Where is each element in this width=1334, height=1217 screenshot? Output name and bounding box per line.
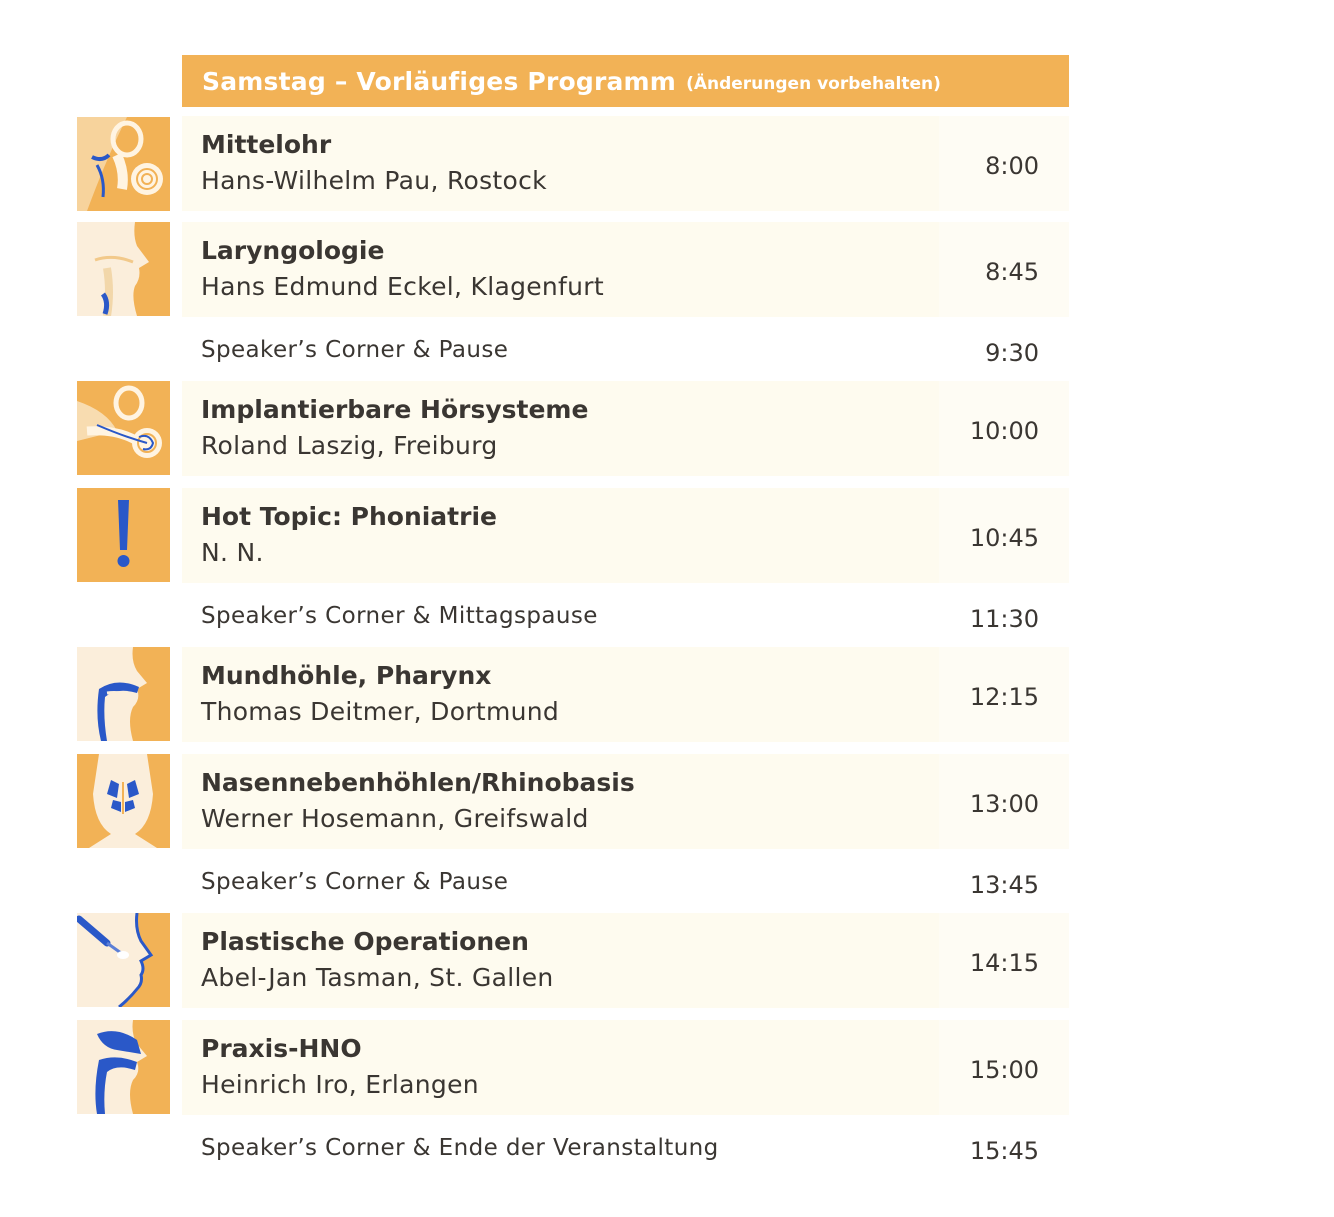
session-time: 15:00 [969, 1056, 1039, 1084]
session-title: Nasennebenhöhlen/Rhinobasis [201, 768, 635, 797]
program-title: Samstag – Vorläufiges Programm [202, 66, 677, 96]
session-row [182, 754, 1069, 849]
session-time: 14:15 [969, 949, 1039, 977]
ear-implant-icon [77, 381, 170, 475]
session-speaker: Roland Laszig, Freiburg [201, 431, 498, 460]
session-speaker: Abel-Jan Tasman, St. Gallen [201, 963, 554, 992]
session-speaker: Werner Hosemann, Greifswald [201, 804, 589, 833]
session-speaker: Thomas Deitmer, Dortmund [201, 697, 560, 726]
session-speaker: Hans-Wilhelm Pau, Rostock [201, 166, 547, 195]
session-row [182, 488, 1069, 583]
session-row [182, 381, 1069, 476]
session-time: 10:00 [969, 417, 1039, 445]
session-speaker: Hans Edmund Eckel, Klagenfurt [201, 272, 604, 301]
session-title: Praxis-HNO [201, 1034, 362, 1063]
exclamation-icon [77, 488, 170, 582]
larynx-icon [77, 222, 170, 316]
session-row [182, 1020, 1069, 1115]
session-title: Plastische Operationen [201, 927, 529, 956]
break-row [182, 1129, 1069, 1169]
session-time: 12:15 [969, 683, 1039, 711]
break-label: Speaker’s Corner & Pause [201, 869, 509, 895]
session-row [182, 913, 1069, 1008]
session-row [182, 222, 1069, 317]
session-row [182, 647, 1069, 742]
break-time: 9:30 [985, 339, 1039, 367]
head-section-icon [77, 1020, 170, 1114]
break-label: Speaker’s Corner & Pause [201, 337, 509, 363]
session-time: 13:00 [969, 790, 1039, 818]
session-title: Mundhöhle, Pharynx [201, 661, 492, 690]
session-speaker: Heinrich Iro, Erlangen [201, 1070, 479, 1099]
session-time: 8:45 [985, 258, 1039, 286]
session-time: 10:45 [969, 524, 1039, 552]
face-profile-icon [77, 913, 170, 1007]
session-row [182, 116, 1069, 211]
session-title: Implantierbare Hörsysteme [201, 395, 589, 424]
program-note: (Änderungen vorbehalten) [686, 73, 941, 94]
session-title: Laryngologie [201, 236, 385, 265]
mouth-pharynx-icon [77, 647, 170, 741]
sinus-icon [77, 754, 170, 848]
break-row [182, 331, 1069, 371]
session-time: 8:00 [985, 152, 1039, 180]
session-speaker: N. N. [201, 538, 264, 567]
ear-icon [77, 117, 170, 211]
break-row [182, 597, 1069, 637]
program-header [182, 55, 1069, 107]
session-title: Mittelohr [201, 130, 332, 159]
break-label: Speaker’s Corner & Ende der Veranstaltung [201, 1135, 719, 1161]
break-row [182, 863, 1069, 903]
break-label: Speaker’s Corner & Mittagspause [201, 603, 598, 629]
break-time: 11:30 [969, 605, 1039, 633]
session-title: Hot Topic: Phoniatrie [201, 502, 497, 531]
break-time: 15:45 [969, 1137, 1039, 1165]
break-time: 13:45 [969, 871, 1039, 899]
